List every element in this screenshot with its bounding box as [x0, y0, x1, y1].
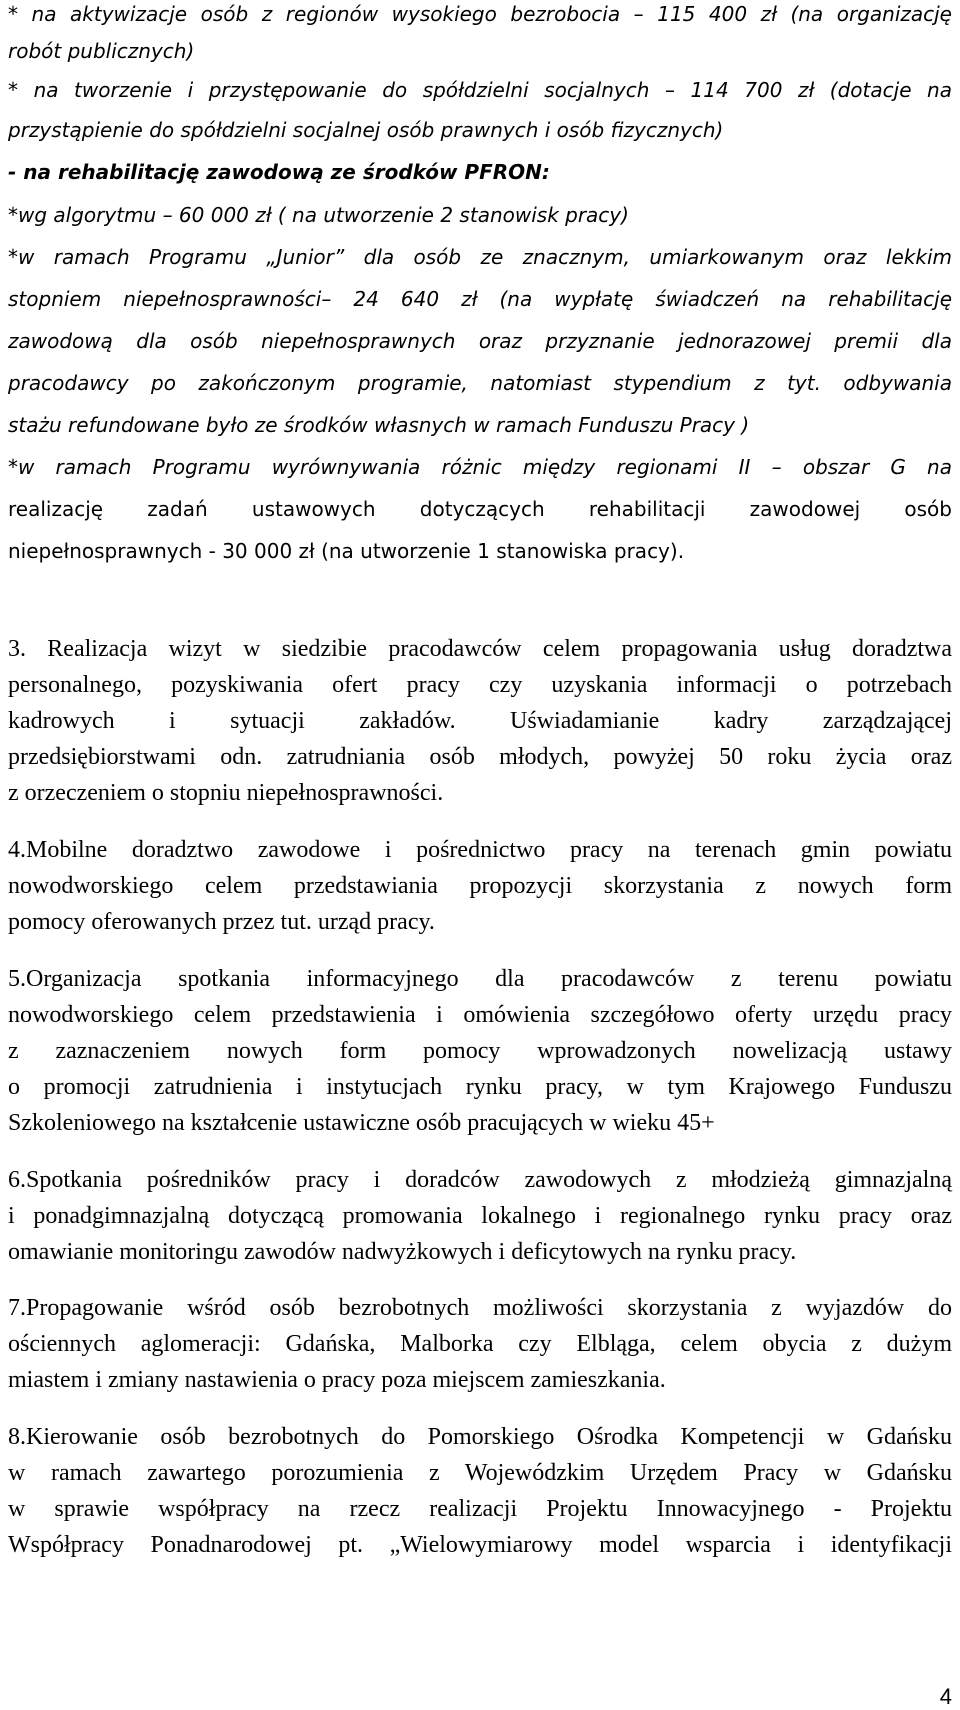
text-line: w sprawie współpracy na rzecz realizacji Projektu Innowacyjnego - Projektu	[8, 1496, 952, 1522]
text-line: i ponadgimnazjalną dotyczącą promowania lokalnego i regionalnego rynku pracy oraz	[8, 1203, 952, 1229]
text-line: z orzeczeniem o stopniu niepełnosprawności.	[8, 780, 444, 806]
text-line: omawianie monitoringu zawodów nadwyżkowych i deficytowych na rynku pracy.	[8, 1239, 797, 1265]
text-line: pracodawcy po zakończonym programie, natomiast stypendium z tyt. odbywania	[8, 371, 952, 395]
text-line: realizację zadań ustawowych dotyczących rehabilitacji zawodowej osób	[8, 497, 952, 521]
text-line: w ramach zawartego porozumienia z Wojewódzkim Urzędem Pracy w Gdańsku	[8, 1460, 952, 1486]
text-line: *w ramach Programu „Junior” dla osób ze znacznym, umiarkowanym oraz lekkim	[8, 245, 952, 269]
text-line-content: *w ramach Programu wyrównywania różnic między regionami II – obszar G na	[8, 455, 952, 479]
text-line: Szkoleniowego na kształcenie ustawiczne osób pracujących w wieku 45+	[8, 1110, 715, 1136]
text-line: stopniem niepełnosprawności– 24 640 zł (na wypłatę świadczeń na rehabilitację	[8, 287, 952, 311]
text-line: 7.Propagowanie wśród osób bezrobotnych możliwości skorzystania z wyjazdów do	[8, 1295, 952, 1321]
text-line: przedsiębiorstwami odn. zatrudniania osób młodych, powyżej 50 roku życia oraz	[8, 744, 952, 770]
text-line: * na aktywizacje osób z regionów wysokiego bezrobocia – 115 400 zł (na organizację	[8, 2, 952, 26]
text-line: nowodworskiego celem przedstawiania propozycji skorzystania z nowych form	[8, 873, 952, 899]
text-line: 3. Realizacja wizyt w siedzibie pracodawców celem propagowania usług doradztwa	[8, 636, 952, 662]
text-line: miastem i zmiany nastawienia o pracy poza miejscem zamieszkania.	[8, 1367, 666, 1393]
text-line: stażu refundowane było ze środków własnych w ramach Funduszu Pracy )	[8, 413, 750, 437]
text-line: pomocy oferowanych przez tut. urząd pracy.	[8, 909, 435, 935]
text-line: ościennych aglomeracji: Gdańska, Malborka czy Elbląga, celem obycia z dużym	[8, 1331, 952, 1357]
text-line: *wg algorytmu – 60 000 zł ( na utworzenie 2 stanowisk pracy)	[8, 203, 629, 227]
text-line: nowodworskiego celem przedstawienia i omówienia szczegółowo oferty urzędu pracy	[8, 1002, 952, 1028]
text-line: zawodową dla osób niepełnosprawnych oraz przyznanie jednorazowej premii dla	[8, 329, 952, 353]
text-line: Współpracy Ponadnarodowej pt. „Wielowymiarowy model wsparcia i identyfikacji	[8, 1532, 952, 1558]
text-line	[8, 457, 952, 477]
text-line: * na tworzenie i przystępowanie do spółdzielni socjalnych – 114 700 zł (dotacje na	[8, 78, 952, 102]
text-line: 4.Mobilne doradztwo zawodowe i pośrednictwo pracy na terenach gmin powiatu	[8, 837, 952, 863]
text-line: 5.Organizacja spotkania informacyjnego dla pracodawców z terenu powiatu	[8, 966, 952, 992]
text-line: robót publicznych)	[8, 39, 195, 63]
text-line: - na rehabilitację zawodową ze środków PFRON:	[8, 160, 550, 184]
text-line: kadrowych i sytuacji zakładów. Uświadamianie kadry zarządzającej	[8, 708, 952, 734]
text-line: o promocji zatrudnienia i instytucjach rynku pracy, w tym Krajowego Funduszu	[8, 1074, 952, 1100]
text-line: 6.Spotkania pośredników pracy i doradców zawodowych z młodzieżą gimnazjalną	[8, 1167, 952, 1193]
text-line: 8.Kierowanie osób bezrobotnych do Pomorskiego Ośrodka Kompetencji w Gdańsku	[8, 1424, 952, 1450]
page-number: 4	[939, 1684, 952, 1709]
text-line: personalnego, pozyskiwania ofert pracy czy uzyskania informacji o potrzebach	[8, 672, 952, 698]
text-line: przystąpienie do spółdzielni socjalnej osób prawnych i osób fizycznych)	[8, 118, 724, 142]
text-line: z zaznaczeniem nowych form pomocy wprowadzonych nowelizacją ustawy	[8, 1038, 952, 1064]
text-line: niepełnosprawnych - 30 000 zł (na utworzenie 1 stanowiska pracy).	[8, 539, 685, 563]
